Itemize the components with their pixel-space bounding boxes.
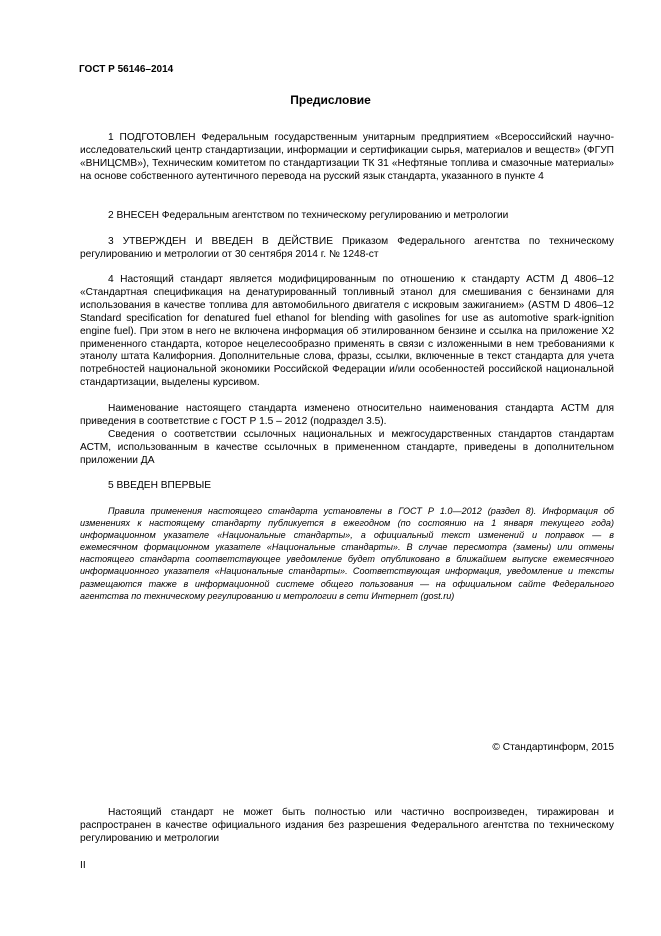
copyright: © Стандартинформ, 2015 bbox=[492, 742, 614, 753]
rules-application-note: Правила применения настоящего стандарта установлены в ГОСТ Р 1.0—2012 (раздел 8). Информация об изменениях к настоящему стандарту публикуется в ежегодном (по состоянию на 1 января текущего года) информационном указателе «Национальные стандарты», а официальный текст изменений и поправок — в ежемесячном формационном указателе «Национальные стандарты». В случае пересмотра (замены) или отмены настоящего стандарта соответствующее уведомление будет опубликовано в ближайшем выпуске ежемесячного информационного указателя «Национальные стандарты». Соответствующая информация, уведомление и тексты размещаются также в информационной системе общего пользования — на официальном сайте Федерального агентства по техническому регулированию и метрологии в сети Интернет (gost.ru) bbox=[80, 506, 614, 601]
section-4-modification: 4 Настоящий стандарт является модифицированным по отношению к стандарту АСТМ Д 4806–12 «Стандартная спецификация на денатурированный топливный этанол для смешивания с бензинами для использования в качестве топлива для автомобильного двигателя с искровым зажиганием» (ASTM D 4806–12 Standard specification for denatured fuel ethanol for blending with gasolines for use as automotive spark-ignition engine fuel). При этом в него не включена информация об этилированном бензине и ссылка на приложение Х2 примененного стандарта, которое нецелесообразно применять в связи с изложенными в нем требованиями к этанолу штата Калифорния. Дополнительные слова, фразы, ссылки, включенные в текст стандарта для учета потребностей национальной экономики Российской Федерации и/или особенностей российской национальной стандартизации, выделены курсивом. bbox=[80, 274, 614, 389]
section-2-introduced: 2 ВНЕСЕН Федеральным агентством по техническому регулированию и метрологии bbox=[108, 210, 509, 221]
section-5-first-introduced: 5 ВВЕДЕН ВПЕРВЫЕ bbox=[108, 480, 212, 491]
page-number: II bbox=[80, 860, 86, 871]
section-4-name-change: Наименование настоящего стандарта изменено относительно наименования стандарта АСТМ для приведения в соответствие с ГОСТ Р 1.5 – 2012 (подраздел 3.5). bbox=[80, 403, 614, 427]
section-3-approved: 3 УТВЕРЖДЕН И ВВЕДЕН В ДЕЙСТВИЕ Приказом Федерального агентства по техническому регулированию и метрологии от 30 сентября 2014 г. № 1248-ст bbox=[80, 236, 614, 260]
standard-header: ГОСТ Р 56146–2014 bbox=[79, 64, 174, 75]
section-1-prepared: 1 ПОДГОТОВЛЕН Федеральным государственным унитарным предприятием «Всероссийский научно-исследовательский центр стандартизации, информации и сертификации сырья, материалов и веществ» (ФГУП «ВНИЦСМВ»), Техническим комитетом по стандартизации ТК 31 «Нефтяные топлива и смазочные материалы» на основе собственного аутентичного перевода на русский язык стандарта, указанного в пункте 4 bbox=[80, 132, 614, 182]
page-title: Предисловие bbox=[290, 93, 371, 107]
section-4-references: Сведения о соответствии ссылочных национальных и межгосударственных стандартов стандартам АСТМ, использованным в качестве ссылочных в примененном стандарте, приведены в дополнительном приложении ДА bbox=[80, 429, 614, 466]
reproduction-notice: Настоящий стандарт не может быть полностью или частично воспроизведен, тиражирован и распространен в качестве официального издания без разрешения Федерального агентства по техническому регулированию и метрологии bbox=[80, 807, 614, 844]
